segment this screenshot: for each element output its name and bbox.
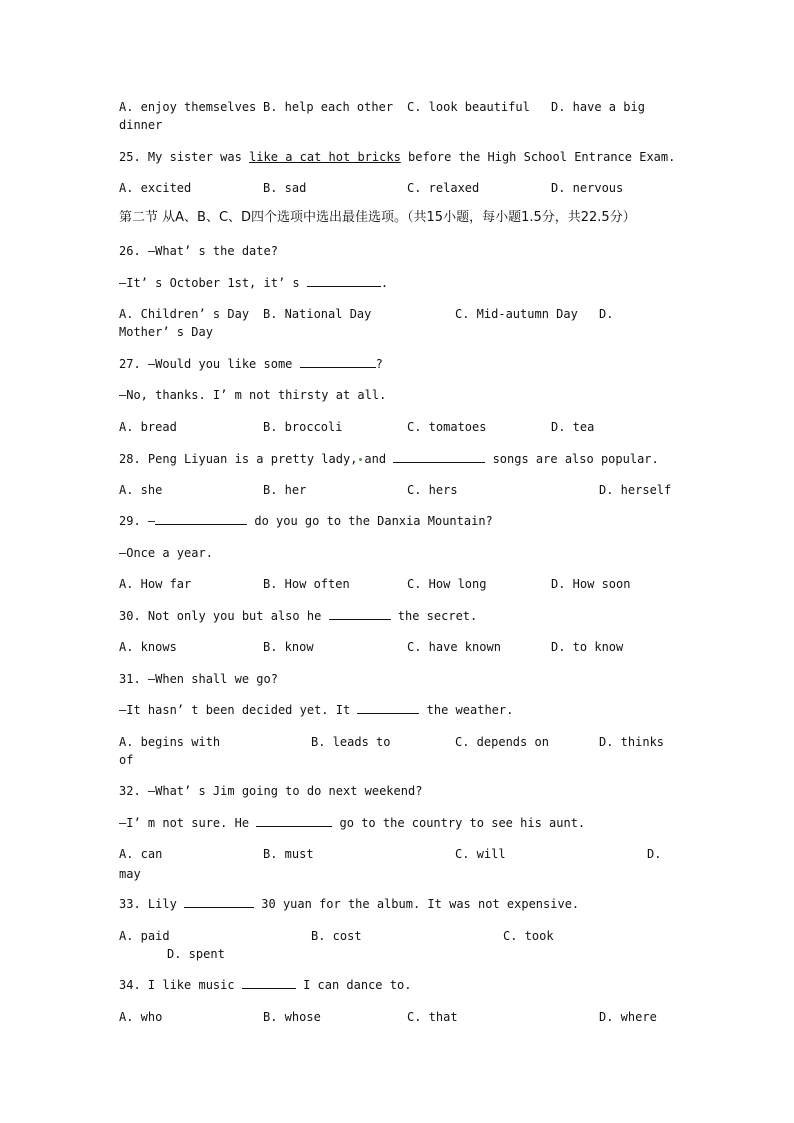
q24-option-d-wrap: dinner	[119, 118, 163, 132]
q26-line1: 26. —What’ s the date?	[119, 244, 278, 258]
q34-option-c: C. that	[407, 1010, 458, 1024]
q26-line2-pre: —It’ s October 1st, it’ s	[119, 276, 300, 290]
q32-line2-pre: —I’ m not sure. He	[119, 816, 250, 830]
q25-option-c: C. relaxed	[407, 181, 480, 195]
q30-blank[interactable]	[329, 608, 391, 620]
q27-line1	[119, 356, 383, 373]
q29-blank[interactable]	[155, 513, 247, 525]
q27-option-c: C. tomatoes	[407, 420, 487, 434]
q33-stem	[119, 896, 579, 913]
q34-post: I can dance to.	[303, 978, 412, 992]
q33-option-c: C. took	[503, 929, 554, 943]
q29-option-a: A. How far	[119, 577, 192, 591]
q29-option-d: D. How soon	[551, 577, 631, 591]
q30-post: the secret.	[397, 609, 478, 623]
q26-option-d-wrap: Mother’ s Day	[119, 325, 213, 339]
q30-option-a: A. knows	[119, 640, 177, 654]
q27-line2: —No, thanks. I’ m not thirsty at all.	[119, 388, 387, 402]
q30-option-d: D. to know	[551, 640, 624, 654]
q24-option-c: C. look beautiful	[407, 100, 530, 114]
q30-stem	[119, 608, 477, 625]
q32-option-c: C. will	[455, 847, 506, 861]
q29-line1-post: do you go to the Danxia Mountain?	[254, 514, 493, 528]
q34-option-a: A. who	[119, 1010, 163, 1024]
q29-line2: —Once a year.	[119, 546, 213, 560]
q26-line2-post: .	[380, 276, 389, 290]
q29-option-c: C. How long	[407, 577, 487, 591]
q24-option-a: A. enjoy themselves	[119, 100, 257, 114]
green-dot-mark	[359, 458, 362, 461]
q27-option-b: B. broccoli	[263, 420, 343, 434]
q34-option-b: B. whose	[263, 1010, 321, 1024]
q26-option-a: A. Children’ s Day	[119, 307, 250, 321]
q32-line2	[119, 815, 585, 832]
q31-option-a: A. begins with	[119, 735, 221, 749]
q30-pre: 30. Not only you but also he	[119, 609, 322, 623]
q28-option-c: C. hers	[407, 483, 458, 497]
q33-pre: 33. Lily	[119, 897, 177, 911]
q31-option-d: D. thinks	[599, 735, 665, 749]
q25-option-b: B. sad	[263, 181, 307, 195]
q30-option-b: B. know	[263, 640, 314, 654]
q31-line1: 31. —When shall we go?	[119, 672, 278, 686]
q27-line1-pre: 27. —Would you like some	[119, 357, 293, 371]
q28-option-d: D. herself	[599, 483, 672, 497]
q27-option-d: D. tea	[551, 420, 595, 434]
q30-option-c: C. have known	[407, 640, 501, 654]
q33-post: 30 yuan for the album. It was not expensive.	[261, 897, 580, 911]
q34-pre: 34. I like music	[119, 978, 235, 992]
q26-option-d: D.	[599, 307, 614, 321]
q33-blank[interactable]	[184, 896, 254, 908]
q26-blank[interactable]	[307, 275, 381, 287]
q33-option-d: D. spent	[167, 947, 225, 961]
q31-line2-post: the weather.	[426, 703, 514, 717]
q27-option-a: A. bread	[119, 420, 177, 434]
q26-option-c: C. Mid-autumn Day	[455, 307, 578, 321]
q31-option-d-wrap: of	[119, 753, 134, 767]
q29-line1-pre: 29. —	[119, 514, 156, 528]
q28-option-b: B. her	[263, 483, 307, 497]
q32-option-d: D.	[647, 847, 662, 861]
q33-option-b: B. cost	[311, 929, 362, 943]
q32-blank[interactable]	[256, 815, 332, 827]
q25-pre: My sister was	[147, 150, 242, 164]
q24-option-d: D. have a big	[551, 100, 645, 114]
q28-blank[interactable]	[393, 451, 485, 463]
q32-option-d-wrap: may	[119, 867, 141, 881]
q32-option-b: B. must	[263, 847, 314, 861]
q32-line1: 32. —What’ s Jim going to do next weekend?	[119, 784, 423, 798]
q32-line2-post: go to the country to see his aunt.	[339, 816, 586, 830]
q26-line2	[119, 275, 388, 292]
q31-option-c: C. depends on	[455, 735, 549, 749]
q31-option-b: B. leads to	[311, 735, 391, 749]
q31-blank[interactable]	[357, 702, 419, 714]
q24-option-b: B. help each other	[263, 100, 394, 114]
q25-option-d: D. nervous	[551, 181, 624, 195]
q25-stem	[119, 149, 675, 166]
q27-line1-post: ?	[375, 357, 383, 371]
q33-option-a: A. paid	[119, 929, 170, 943]
q27-blank[interactable]	[300, 356, 376, 368]
q31-line2-pre: —It hasn’ t been decided yet. It	[119, 703, 351, 717]
q29-option-b: B. How often	[263, 577, 350, 591]
q32-option-a: A. can	[119, 847, 163, 861]
q31-line2	[119, 702, 513, 719]
q25-post: before the High School Entrance Exam.	[408, 150, 676, 164]
q25-number: 25.	[119, 150, 141, 164]
q25-option-a: A. excited	[119, 181, 192, 195]
q28-pre: 28. Peng Liyuan is a pretty lady,	[119, 452, 358, 466]
q28-option-a: A. she	[119, 483, 163, 497]
q34-option-d: D. where	[599, 1010, 657, 1024]
q28-mid: and	[364, 452, 387, 466]
q34-blank[interactable]	[242, 977, 296, 989]
q25-underlined-phrase: like a cat hot bricks	[249, 150, 401, 164]
q26-option-b: B. National Day	[263, 307, 372, 321]
q34-stem	[119, 977, 411, 994]
q29-line1	[119, 513, 493, 530]
q28-stem	[119, 451, 659, 468]
section-heading: 第二节 从A、B、C、D四个选项中选出最佳选项。（共15小题，每小题1.5分，共22.5分）	[119, 210, 636, 225]
q28-post: songs are also popular.	[492, 452, 659, 466]
